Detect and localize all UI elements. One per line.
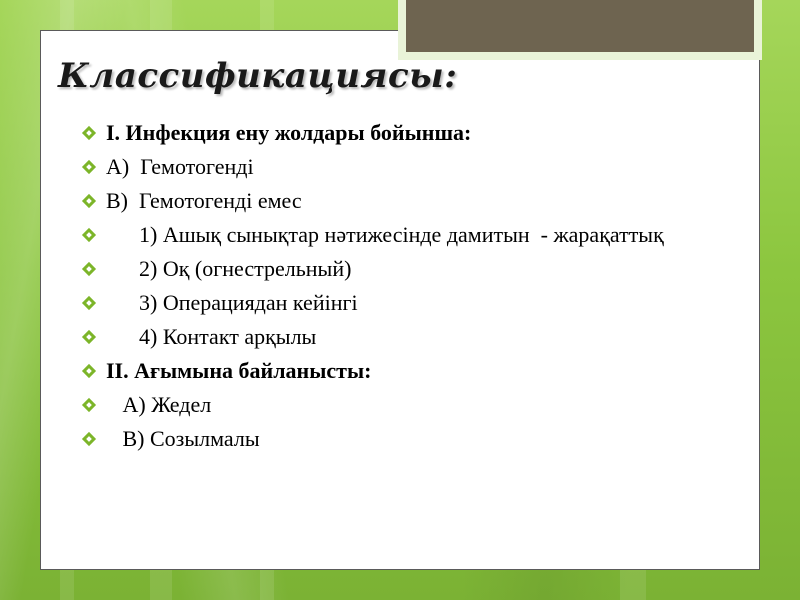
list-item: [78, 154, 678, 180]
list-item-text: 1) Ашық сынықтар нәтижесінде дамитын - жарақаттық: [106, 222, 664, 247]
list-item: [78, 120, 678, 146]
list-item: [78, 290, 678, 316]
list-item: [78, 358, 678, 384]
list-item: [78, 188, 678, 214]
diamond-bullet-icon: [82, 432, 96, 446]
list-item: [78, 222, 678, 248]
list-item: [78, 426, 678, 452]
title-decoration-tab: [398, 0, 762, 60]
list-item-text: А) Гемотогенді: [106, 154, 254, 179]
list-item-text: I. Инфекция ену жолдары бойынша:: [106, 120, 472, 145]
diamond-bullet-icon: [82, 262, 96, 276]
diamond-bullet-icon: [82, 364, 96, 378]
list-item: [78, 256, 678, 282]
list-item-text: 3) Операциядан кейінгі: [106, 290, 358, 315]
list-item: [78, 392, 678, 418]
diamond-bullet-icon: [82, 126, 96, 140]
diamond-bullet-icon: [82, 330, 96, 344]
list-item-text: В) Гемотогенді емес: [106, 188, 302, 213]
list-item: [78, 324, 678, 350]
diamond-bullet-icon: [82, 160, 96, 174]
list-item-text: В) Созылмалы: [106, 426, 260, 451]
diamond-bullet-icon: [82, 194, 96, 208]
diamond-bullet-icon: [82, 398, 96, 412]
bullet-list: [78, 120, 678, 460]
list-item-text: 4) Контакт арқылы: [106, 324, 317, 349]
list-item-text: 2) Оқ (огнестрельный): [106, 256, 352, 281]
diamond-bullet-icon: [82, 228, 96, 242]
list-item-text: А) Жедел: [106, 392, 212, 417]
slide-title: Классификациясы:: [58, 56, 458, 96]
title-decoration-tab-fill: [406, 0, 754, 52]
list-item-text: II. Ағымына байланысты:: [106, 358, 372, 383]
diamond-bullet-icon: [82, 296, 96, 310]
